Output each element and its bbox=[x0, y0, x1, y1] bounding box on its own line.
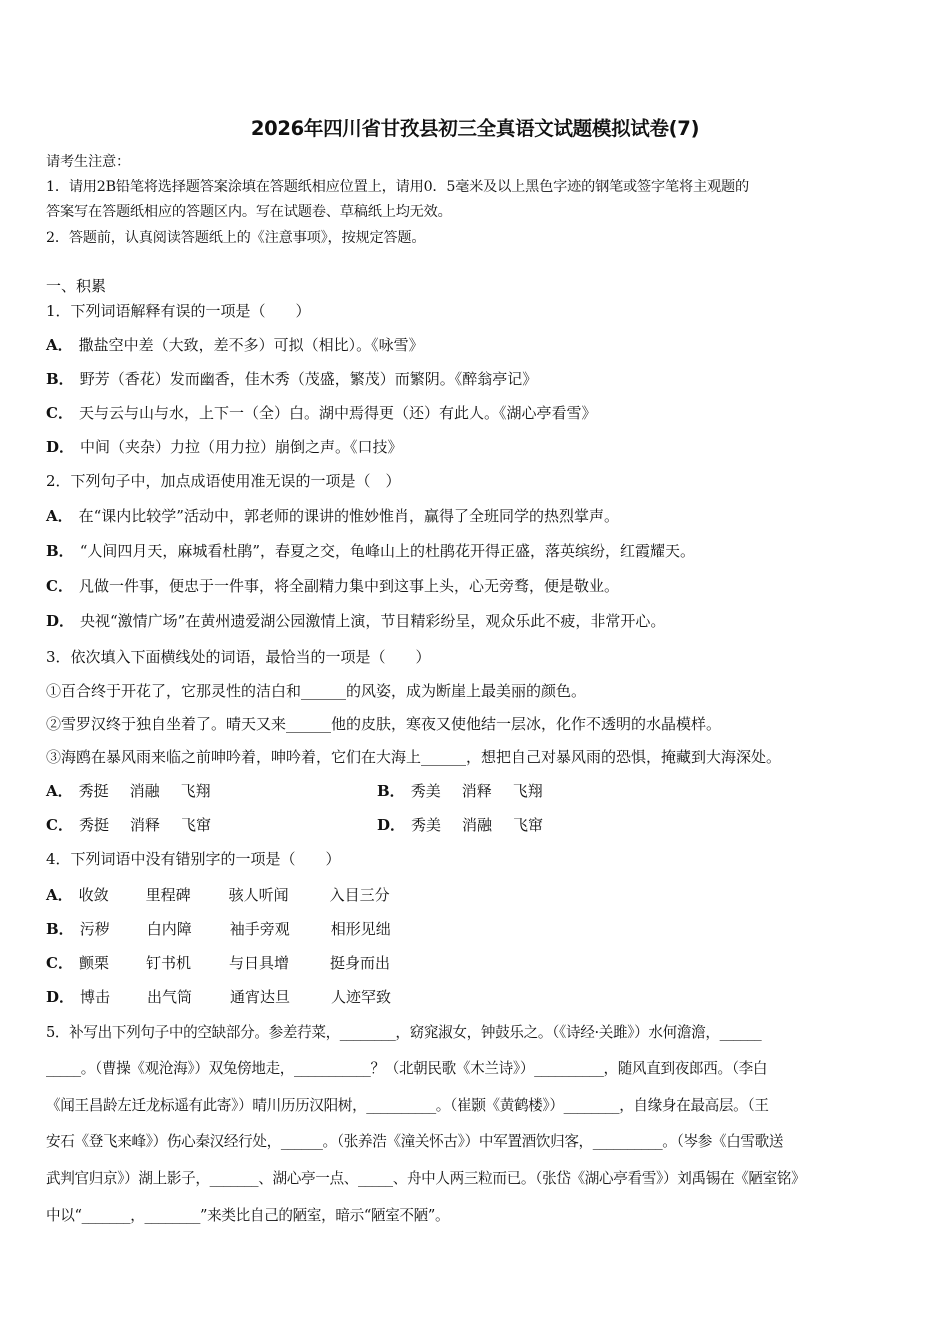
option-label: C． bbox=[46, 404, 73, 422]
option-label: B． bbox=[46, 542, 74, 560]
option-label: D． bbox=[46, 988, 75, 1006]
option-label: B． bbox=[46, 920, 74, 938]
question-stem: 2．下列句子中，加点成语使用准无误的一项是（ ） bbox=[46, 472, 401, 490]
option-word: 污秽 bbox=[79, 920, 110, 938]
question-text-line: 《闻王昌龄左迁龙标遥有此寄》）晴川历历汉阳树，__________。（崔颢《黄鹤楼》）________，自缘身在最高层。（王 bbox=[46, 1097, 769, 1114]
option-label: D． bbox=[46, 612, 75, 630]
option-word: 秀美 bbox=[410, 782, 441, 800]
option-text: “人间四月天，麻城看杜鹃”，春夏之交，龟峰山上的杜鹃花开得正盛，落英缤纷，红霞耀天。 bbox=[79, 542, 696, 560]
option-word: 挺身而出 bbox=[329, 954, 390, 972]
option-text: 央视“激情广场”在黄州遗爱湖公园激情上演，节目精彩纷呈，观众乐此不疲，非常开心。 bbox=[80, 612, 666, 630]
answer-option bbox=[46, 541, 695, 561]
option-word: 袖手旁观 bbox=[229, 920, 290, 938]
question-text-line: 武判官归京》）湖上影子，_______、湖心亭一点、_____、舟中人两三粒而已。（张岱《湖心亭看雪》）刘禹锡在《陋室铭》 bbox=[46, 1170, 806, 1187]
question-stem: 1．下列词语解释有误的一项是（ ） bbox=[46, 302, 311, 320]
question-text-line: 安石《登飞来峰》）伤心秦汉经行处，______。（张养浩《潼关怀古》）中军置酒饮归客，__________。（岑参《白雪歌送 bbox=[46, 1133, 784, 1150]
option-label: C． bbox=[46, 954, 73, 972]
option-word: 消融 bbox=[462, 816, 493, 834]
answer-option bbox=[46, 611, 665, 631]
answer-option bbox=[46, 953, 390, 973]
notice-heading: 请考生注意： bbox=[46, 154, 130, 170]
option-text: 野芳（香花）发而幽香，佳木秀（茂盛，繁茂）而繁阴。《醉翁亭记》 bbox=[79, 370, 538, 388]
option-word: 秀挺 bbox=[78, 816, 109, 834]
option-word: 博击 bbox=[80, 988, 111, 1006]
option-text: 天与云与山与水，上下一（全）白。湖中焉得更（还）有此人。《湖心亭看雪》 bbox=[78, 404, 597, 422]
section-heading: 一、积累 bbox=[46, 277, 107, 295]
answer-option bbox=[46, 403, 596, 423]
answer-option bbox=[46, 987, 391, 1007]
option-text: 在“课内比较学”活动中，郭老师的课讲的惟妙惟肖，赢得了全班同学的热烈掌声。 bbox=[78, 507, 619, 525]
answer-option bbox=[46, 815, 211, 835]
answer-option bbox=[46, 369, 537, 389]
question-stem: 4．下列词语中没有错别字的一项是（ ） bbox=[46, 850, 341, 868]
option-word: 骇人听闻 bbox=[228, 886, 289, 904]
option-word: 消释 bbox=[461, 782, 492, 800]
answer-option bbox=[46, 437, 403, 457]
question-text-line: _____。（曹操《观沧海》）双兔傍地走，___________？（北朝民歌《木兰诗》）__________，随风直到夜郎西。（李白 bbox=[46, 1060, 768, 1077]
option-word: 入目三分 bbox=[329, 886, 390, 904]
answer-option bbox=[46, 506, 619, 526]
option-word: 出气筒 bbox=[147, 988, 193, 1006]
question-text-line: 中以“_______，________”来类比自己的陋室，暗示“陋室不陋”。 bbox=[46, 1207, 450, 1224]
option-word: 颤栗 bbox=[78, 954, 109, 972]
option-word: 人迹罕致 bbox=[331, 988, 392, 1006]
notice-line: 2．答题前，认真阅读答题纸上的《注意事项》，按规定答题。 bbox=[46, 230, 426, 246]
fill-sentence: ①百合终于开花了，它那灵性的洁白和______的风姿，成为断崖上最美丽的颜色。 bbox=[46, 682, 587, 700]
option-word: 飞窜 bbox=[513, 816, 544, 834]
option-word: 秀挺 bbox=[78, 782, 109, 800]
option-text: 中间（夹杂）力拉（用力拉）崩倒之声。《口技》 bbox=[80, 438, 403, 456]
option-word: 秀美 bbox=[411, 816, 442, 834]
answer-option bbox=[46, 576, 619, 596]
option-word: 钉书机 bbox=[145, 954, 191, 972]
notice-line: 答案写在答题纸相应的答题区内。写在试题卷、草稿纸上均无效。 bbox=[46, 204, 452, 220]
answer-option bbox=[377, 815, 543, 835]
option-label: A． bbox=[46, 507, 73, 525]
option-label: D． bbox=[46, 438, 75, 456]
answer-option bbox=[46, 885, 390, 905]
answer-option bbox=[46, 335, 424, 355]
notice-line: 1．请用2B铅笔将选择题答案涂填在答题纸相应位置上，请用0．5毫米及以上黑色字迹的钢笔或签字笔将主观题的 bbox=[46, 179, 749, 195]
option-word: 飞翔 bbox=[180, 782, 211, 800]
answer-option bbox=[377, 781, 543, 801]
option-text: 凡做一件事，便忠于一件事，将全副精力集中到这事上头，心无旁骛，便是敬业。 bbox=[78, 577, 619, 595]
option-word: 飞翔 bbox=[512, 782, 543, 800]
option-label: C． bbox=[46, 816, 73, 834]
option-label: D． bbox=[377, 816, 406, 834]
option-word: 与日具增 bbox=[228, 954, 289, 972]
option-label: A． bbox=[46, 336, 73, 354]
option-word: 白内障 bbox=[146, 920, 192, 938]
question-text-line: 5．补写出下列句子中的空缺部分。参差荇菜，________，窈窕淑女，钟鼓乐之。（《诗经·关雎》）水何澹澹，______ bbox=[46, 1024, 762, 1041]
page-title: 2026年四川省甘孜县初三全真语文试题模拟试卷(7) bbox=[250, 117, 700, 140]
question-stem: 3．依次填入下面横线处的词语，最恰当的一项是（ ） bbox=[46, 648, 431, 666]
option-word: 消释 bbox=[129, 816, 160, 834]
answer-option bbox=[46, 919, 391, 939]
option-word: 收敛 bbox=[78, 886, 109, 904]
option-label: B． bbox=[46, 370, 74, 388]
option-word: 飞窜 bbox=[180, 816, 211, 834]
option-text: 撒盐空中差（大致，差不多）可拟（相比）。《咏雪》 bbox=[78, 336, 424, 354]
option-label: B． bbox=[377, 782, 405, 800]
option-label: C． bbox=[46, 577, 73, 595]
option-label: A． bbox=[46, 886, 73, 904]
option-label: A． bbox=[46, 782, 73, 800]
fill-sentence: ③海鸥在暴风雨来临之前呻吟着，呻吟着，它们在大海上______，想把自己对暴风雨的恐惧，掩藏到大海深处。 bbox=[46, 748, 782, 766]
option-word: 相形见绌 bbox=[330, 920, 391, 938]
option-word: 通宵达旦 bbox=[230, 988, 291, 1006]
option-word: 消融 bbox=[129, 782, 160, 800]
fill-sentence: ②雪罗汉终于独自坐着了。晴天又来______他的皮肤，寒夜又使他结一层冰，化作不透明的水晶模样。 bbox=[46, 715, 722, 733]
answer-option bbox=[46, 781, 211, 801]
option-word: 里程碑 bbox=[145, 886, 191, 904]
